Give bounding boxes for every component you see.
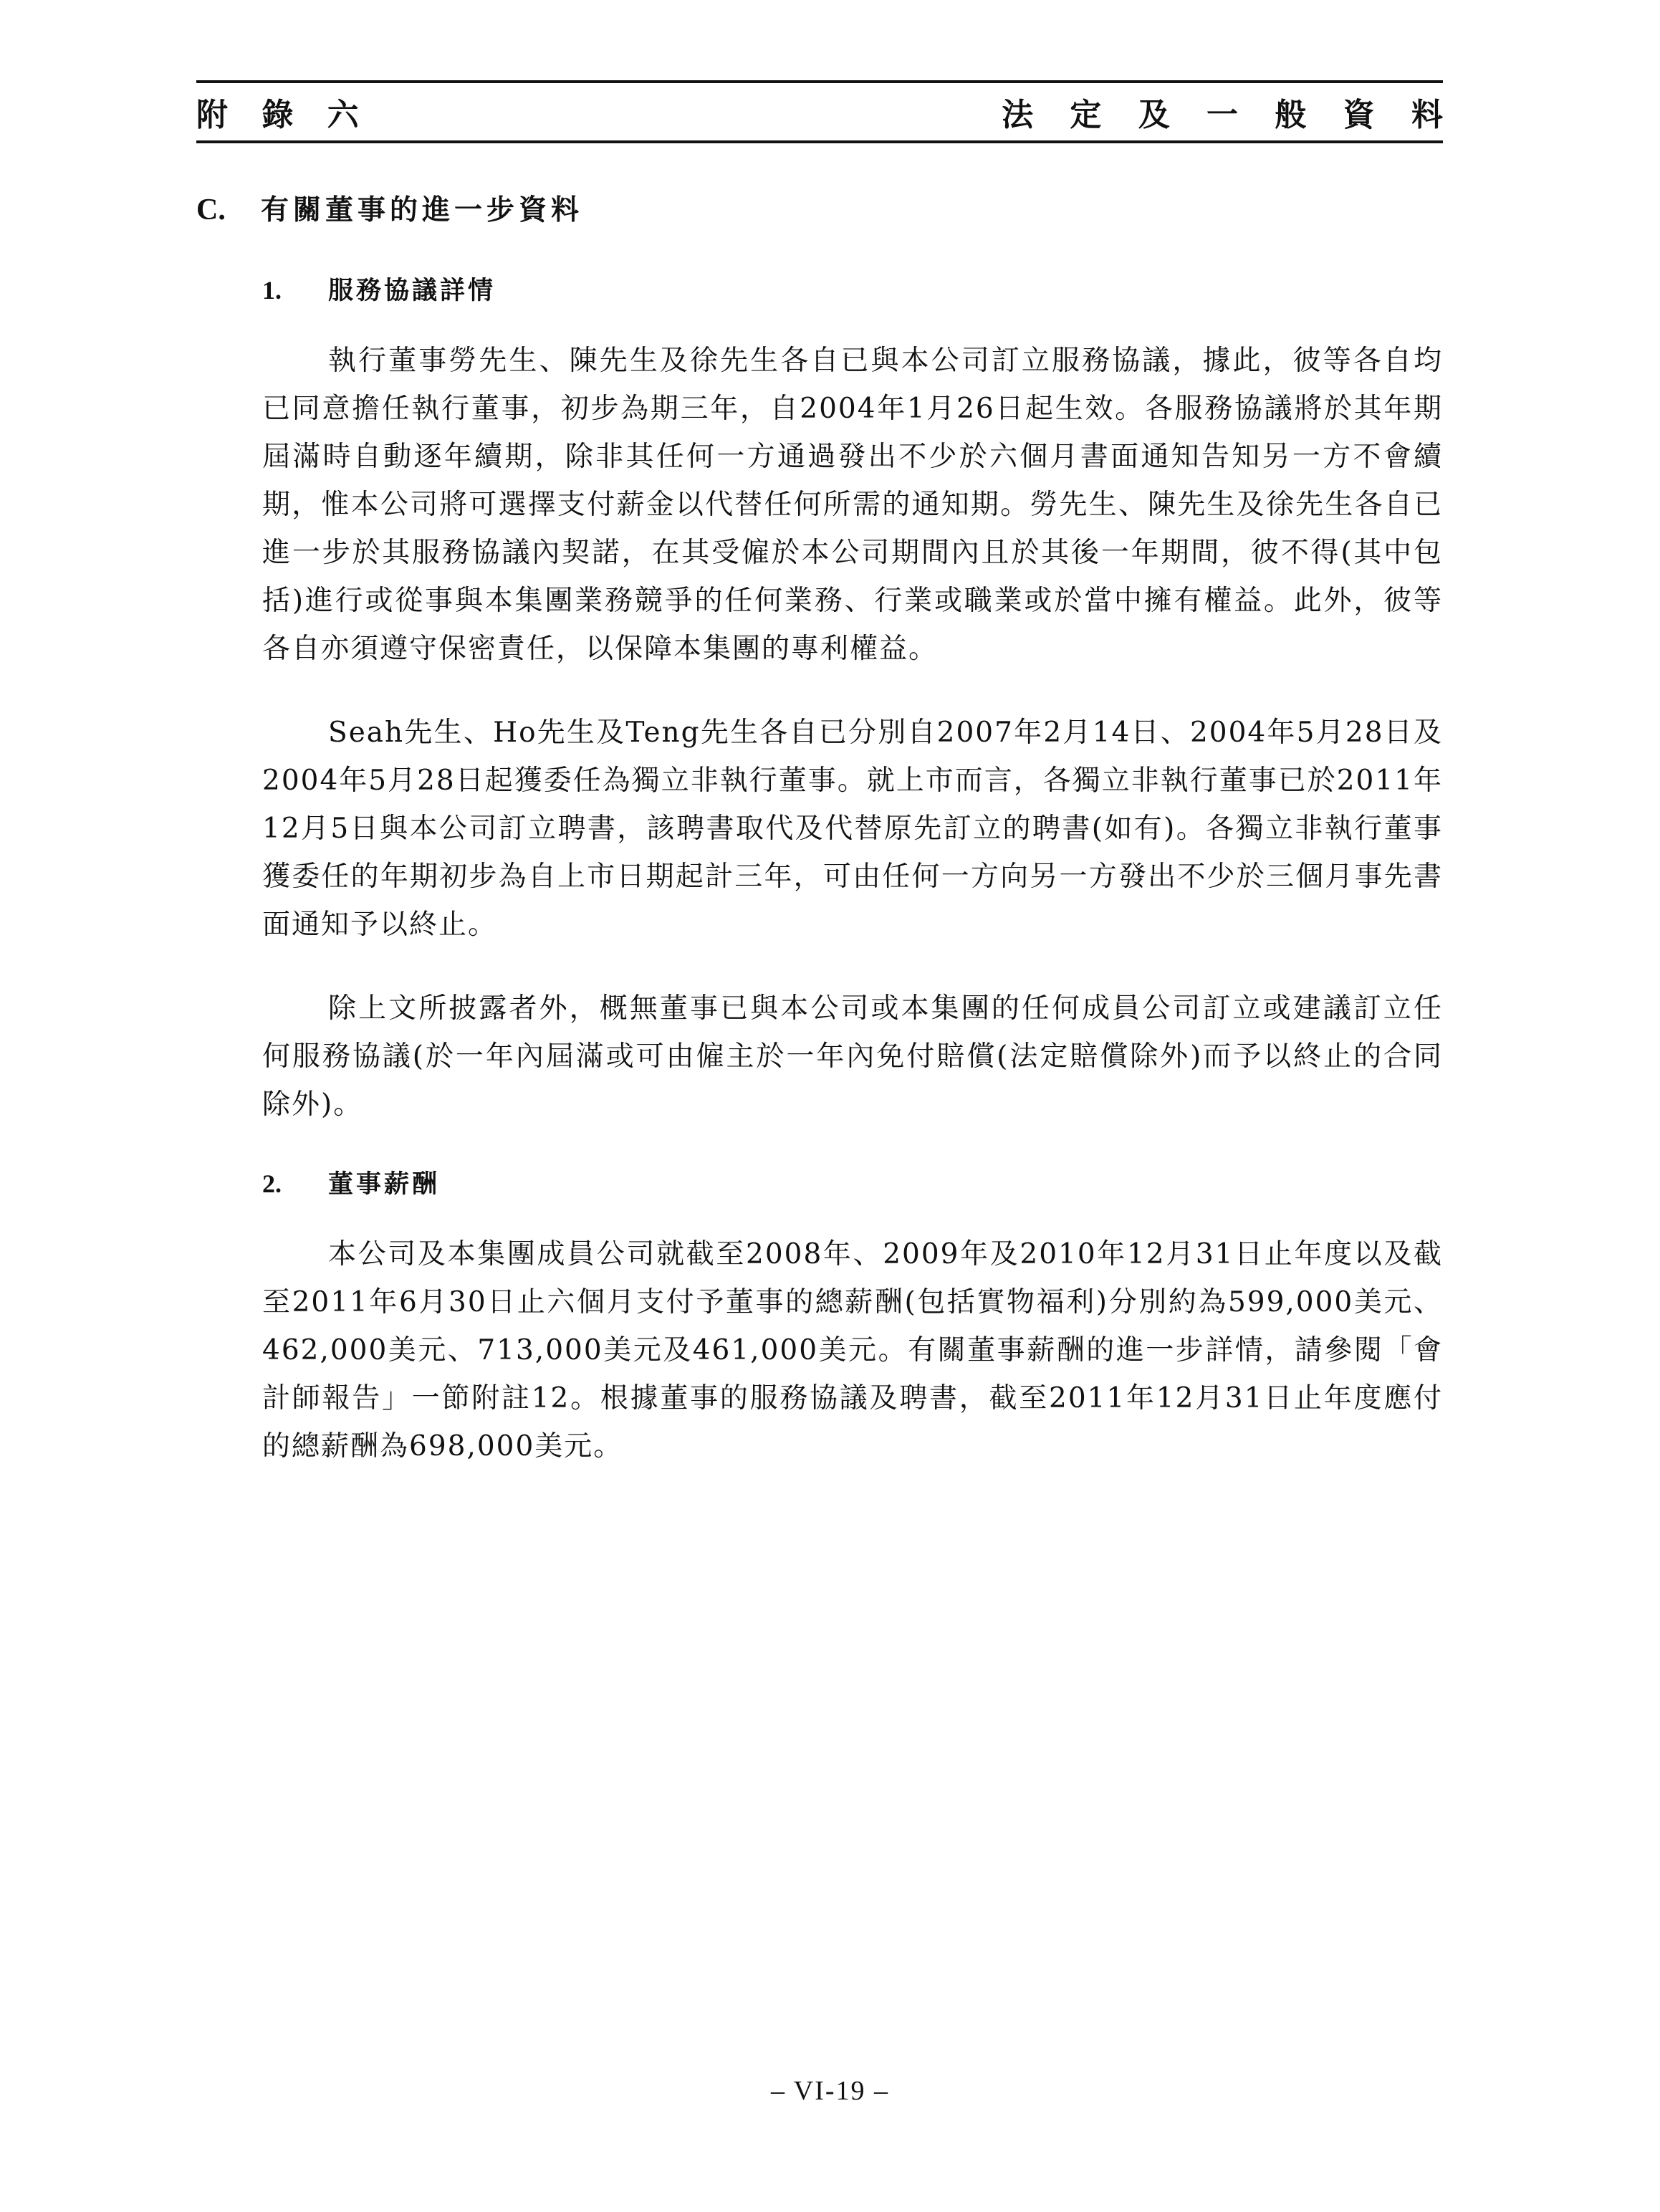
- subsection-number: 1.: [262, 276, 282, 305]
- subsection-title: 董事薪酬: [328, 1170, 441, 1199]
- paragraph-remuneration: 本公司及本集團成員公司就截至2008年、2009年及2010年12月31日止年度以及截至2011年6月30日止六個月支付予董事的總薪酬(包括實物福利)分別約為599,000美元、462,000美元、713,000美元及461,000美元。有關董事薪酬的進一步詳情，請參閱「會計師報告」一節附註12。根據董事的服務協議及聘書，截至2011年12月31日止年度應付的總薪酬為698,000美元。: [262, 1238, 1443, 1462]
- header-bottom-rule: [196, 140, 1443, 143]
- appendix-label: 附 錄 六: [196, 97, 370, 133]
- subsection-title: 服務協議詳情: [328, 277, 496, 305]
- paragraph-disclosure: 除上文所披露者外，概無董事已與本公司或本集團的任何成員公司訂立或建議訂立任何服務協議(於一年內屆滿或可由僱主於一年內免付賠償(法定賠償除外)而予以終止的合同除外)。: [262, 992, 1443, 1121]
- header-row: [196, 83, 1456, 140]
- document-body: [196, 188, 1443, 1506]
- section-title: 有關董事的進一步資料: [261, 194, 584, 226]
- section-heading: [196, 188, 1443, 228]
- subsection-heading-remuneration: [262, 1164, 1443, 1200]
- page-number: – VI-19 –: [770, 2076, 890, 2106]
- paragraph-independent-directors: Seah先生、Ho先生及Teng先生各自已分別自2007年2月14日、2004年5月28日及2004年5月28日起獲委任為獨立非執行董事。就上市而言，各獨立非執行董事已於2011年12月5日與本公司訂立聘書，該聘書取代及代替原先訂立的聘書(如有)。各獨立非執行董事獲委任的年期初步為自上市日期起計三年，可由任何一方向另一方發出不少於三個月事先書面通知予以終止。: [262, 717, 1444, 941]
- paragraph-executive-directors: 執行董事勞先生、陳先生及徐先生各自已與本公司訂立服務協議，據此，彼等各自均已同意擔任執行董事，初步為期三年，自2004年1月26日起生效。各服務協議將於其年期屆滿時自動逐年續期，除非其任何一方通過發出不少於六個月書面通知告知另一方不會續期，惟本公司將可選擇支付薪金以代替任何所需的通知期。勞先生、陳先生及徐先生各自已進一步於其服務協議內契諾，在其受僱於本公司期間內且於其後一年期間，彼不得(其中包括)進行或從事與本集團業務競爭的任何業務、行業或職業或於當中擁有權益。此外，彼等各自亦須遵守保密責任，以保障本集團的專利權益。: [262, 345, 1443, 665]
- subsection-heading-service-agreements: [262, 271, 1443, 307]
- appendix-title: 法 定 及 一 般 資 料: [1002, 97, 1456, 133]
- subsection-number: 2.: [262, 1169, 282, 1198]
- section-letter: C.: [196, 193, 226, 226]
- page-header: [196, 80, 1456, 143]
